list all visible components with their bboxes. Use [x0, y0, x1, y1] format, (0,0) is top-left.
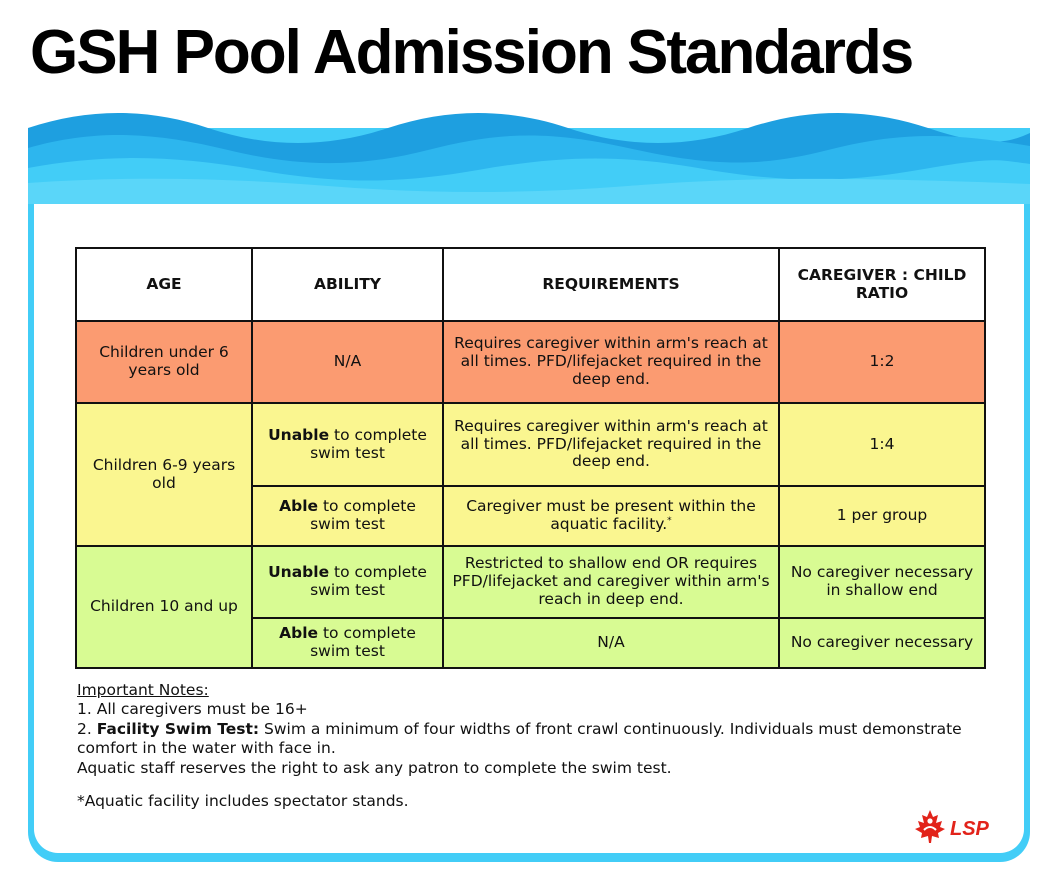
lsp-logo: [912, 808, 1008, 844]
ratio-cell: No caregiver necessary: [779, 618, 985, 668]
note-item-2-bold: Facility Swim Test:: [96, 719, 260, 738]
requirements-cell: N/A: [443, 618, 779, 668]
note-item-3: Aquatic staff reserves the right to ask any patron to complete the swim test.: [77, 758, 672, 777]
requirements-cell: Restricted to shallow end OR requires PFD/lifejacket and caregiver within arm's reach in deep end.: [443, 546, 779, 618]
ability-text: to complete swim test: [310, 624, 416, 660]
maple-leaf-swimmer-icon: [915, 810, 945, 843]
note-item-1: 1. All caregivers must be 16+: [77, 700, 308, 719]
ability-cell: [252, 486, 443, 546]
age-cell: Children under 6 years old: [76, 321, 252, 403]
ratio-cell: 1:4: [779, 403, 985, 486]
ratio-cell: 1:2: [779, 321, 985, 403]
table-row: [76, 546, 985, 618]
header-ability: ABILITY: [252, 248, 443, 321]
header-age: AGE: [76, 248, 252, 321]
important-notes: [77, 681, 977, 811]
page-title: GSH Pool Admission Standards: [30, 18, 913, 87]
ability-text: to complete swim test: [310, 497, 416, 533]
ratio-cell: No caregiver necessary in shallow end: [779, 546, 985, 618]
note-item-2: [77, 720, 977, 759]
table-header-row: [76, 248, 985, 321]
ability-text: to complete swim test: [310, 425, 427, 462]
header-ratio: CAREGIVER : CHILD RATIO: [779, 248, 985, 321]
requirements-cell: Requires caregiver within arm's reach at all times. PFD/lifejacket required in the deep end.: [443, 403, 779, 486]
note-item-2-text: Swim a minimum of four widths of front crawl continuously. Individuals must demonstrate comfort in the water with face in.: [77, 719, 962, 758]
age-cell: Children 10 and up: [76, 546, 252, 668]
footnote-mark: *: [667, 515, 672, 526]
requirements-cell: Requires caregiver within arm's reach at all times. PFD/lifejacket required in the deep end.: [443, 321, 779, 403]
requirements-text: Caregiver must be present within the aquatic facility.: [466, 497, 756, 534]
footnote: *Aquatic facility includes spectator stands.: [77, 791, 409, 810]
table-row: [76, 403, 985, 486]
ability-bold: Able: [279, 497, 319, 516]
header-requirements: REQUIREMENTS: [443, 248, 779, 321]
ability-cell: [252, 546, 443, 618]
note-item-2-prefix: 2.: [77, 719, 97, 738]
ability-cell: [252, 618, 443, 668]
table-row: [76, 321, 985, 403]
age-cell: Children 6-9 years old: [76, 403, 252, 546]
admission-table: [75, 247, 986, 669]
wave-banner: [28, 98, 1030, 204]
ability-bold: Unable: [268, 563, 330, 582]
ability-cell: [252, 403, 443, 486]
ability-text: to complete swim test: [310, 563, 427, 599]
ability-cell: N/A: [252, 321, 443, 403]
ability-bold: Unable: [268, 425, 330, 444]
logo-text: LSP: [950, 818, 989, 840]
ratio-cell: 1 per group: [779, 486, 985, 546]
notes-heading: Important Notes:: [77, 681, 209, 699]
ability-bold: Able: [279, 624, 319, 643]
requirements-cell: [443, 486, 779, 546]
